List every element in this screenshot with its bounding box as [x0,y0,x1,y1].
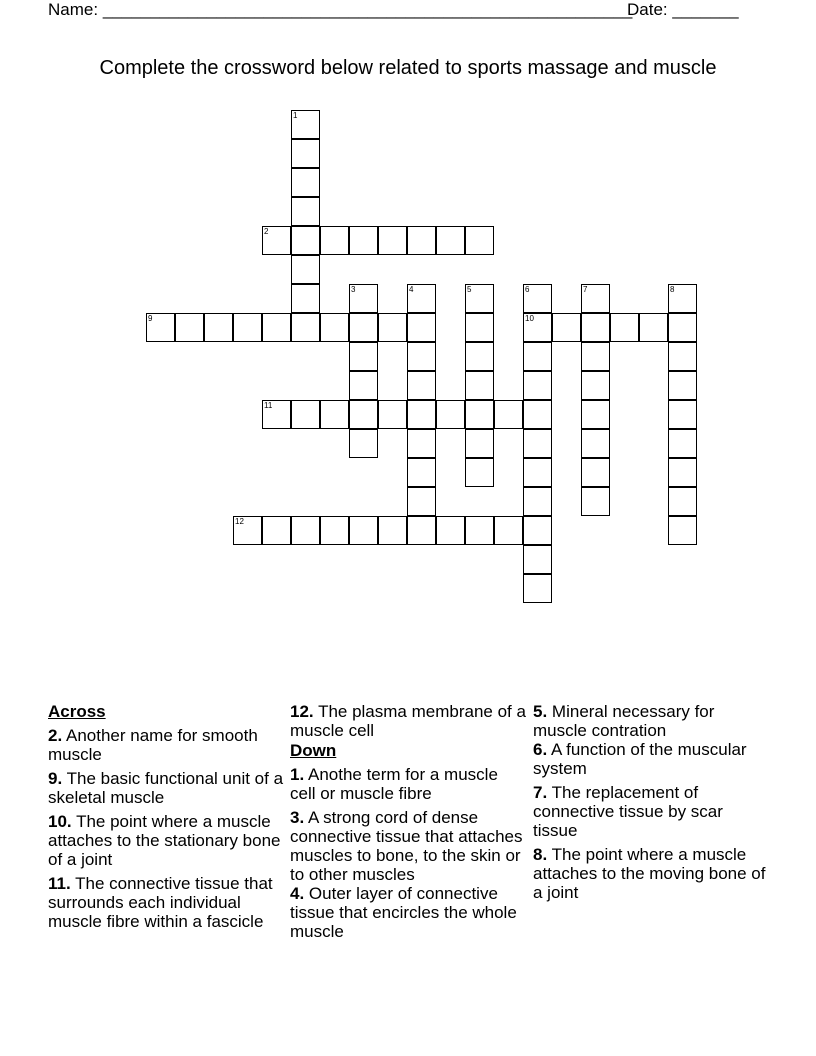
crossword-cell[interactable] [581,458,610,487]
clue-across-12 [290,702,528,740]
clue-text: A strong cord of dense connective tissue that attaches muscles to bone, to the skin or to other muscles [290,808,523,884]
down-heading: Down [290,741,337,760]
clue-number-label: 3 [351,285,356,294]
crossword-cell[interactable] [146,313,175,342]
crossword-cell[interactable] [291,168,320,197]
crossword-cell[interactable] [407,400,436,429]
crossword-cell[interactable] [320,516,349,545]
clue-text: The plasma membrane of a muscle cell [290,702,526,740]
crossword-cell[interactable] [233,516,262,545]
crossword-cell[interactable] [291,400,320,429]
crossword-cell[interactable] [349,400,378,429]
clue-number: 10. [48,812,72,831]
crossword-cell[interactable] [291,139,320,168]
crossword-cell[interactable] [668,284,697,313]
clue-number: 2. [48,726,63,745]
crossword-cell[interactable] [349,342,378,371]
crossword-cell[interactable] [291,313,320,342]
crossword-cell[interactable] [581,429,610,458]
clue-text: The replacement of connective tissue by scar tissue [533,783,723,840]
crossword-cell[interactable] [523,284,552,313]
clue-across-11 [48,874,284,931]
crossword-cell[interactable] [523,429,552,458]
crossword-cell[interactable] [465,429,494,458]
crossword-cell[interactable] [291,516,320,545]
crossword-cell[interactable] [668,458,697,487]
crossword-cell[interactable] [291,226,320,255]
crossword-cell[interactable] [465,371,494,400]
clue-across-2 [48,726,284,764]
clue-number: 3. [290,808,305,827]
crossword-cell[interactable] [523,342,552,371]
clue-text: Outer layer of connective tissue that encircles the whole muscle [290,884,517,941]
clue-number: 11. [48,874,71,893]
crossword-cell[interactable] [581,487,610,516]
clue-down-1 [290,765,528,803]
crossword-cell[interactable] [436,226,465,255]
clue-number: 6. [533,740,548,759]
crossword-cell[interactable] [639,313,668,342]
crossword-cell[interactable] [668,429,697,458]
crossword-cell[interactable] [581,313,610,342]
clue-number-label: 9 [148,314,153,323]
clue-number-label: 4 [409,285,414,294]
clue-column-3 [533,702,769,907]
crossword-cell[interactable] [523,545,552,574]
clue-text: Another name for smooth muscle [48,726,258,764]
clue-number-label: 6 [525,285,530,294]
clue-text: The point where a muscle attaches to the moving bone of a joint [533,845,766,902]
crossword-cell[interactable] [668,313,697,342]
crossword-cell[interactable] [494,400,523,429]
crossword-cell[interactable] [581,371,610,400]
crossword-cell[interactable] [378,226,407,255]
crossword-cell[interactable] [436,400,465,429]
crossword-cell[interactable] [349,516,378,545]
clue-down-6 [533,740,769,778]
crossword-cell[interactable] [320,400,349,429]
crossword-cell[interactable] [465,400,494,429]
crossword-cell[interactable] [581,284,610,313]
crossword-cell[interactable] [465,342,494,371]
crossword-cell[interactable] [581,342,610,371]
crossword-cell[interactable] [349,371,378,400]
crossword-cell[interactable] [523,516,552,545]
clue-text: Anothe term for a muscle cell or muscle fibre [290,765,498,803]
crossword-cell[interactable] [523,487,552,516]
clue-number: 8. [533,845,548,864]
crossword-cell[interactable] [523,458,552,487]
clue-number-label: 1 [293,111,298,120]
crossword-cell[interactable] [407,313,436,342]
clue-number: 5. [533,702,548,721]
date-label: Date: [627,0,668,19]
clue-down-8 [533,845,769,902]
clue-across-9 [48,769,284,807]
clue-number: 9. [48,769,63,788]
crossword-cell[interactable] [523,400,552,429]
crossword-cell[interactable] [610,313,639,342]
crossword-cell[interactable] [378,313,407,342]
crossword-cell[interactable] [204,313,233,342]
crossword-cell[interactable] [291,284,320,313]
crossword-cell[interactable] [523,371,552,400]
crossword-cell[interactable] [262,516,291,545]
crossword-cell[interactable] [175,313,204,342]
clue-number-label: 2 [264,227,269,236]
crossword-cell[interactable] [407,371,436,400]
crossword-cell[interactable] [465,516,494,545]
date-line: _______ [672,0,739,19]
clue-number-label: 5 [467,285,472,294]
crossword-cell[interactable] [465,313,494,342]
crossword-cell[interactable] [494,516,523,545]
crossword-cell[interactable] [349,429,378,458]
crossword-cell[interactable] [436,516,465,545]
crossword-cell[interactable] [465,458,494,487]
crossword-cell[interactable] [407,516,436,545]
name-line: ________________________________________________________ [102,0,633,19]
clue-number-label: 8 [670,285,675,294]
crossword-cell[interactable] [407,487,436,516]
clue-list [48,702,768,1002]
crossword-cell[interactable] [668,516,697,545]
crossword-cell[interactable] [349,313,378,342]
crossword-cell[interactable] [523,574,552,603]
clue-text: The connective tissue that surrounds each individual muscle fibre within a fascicle [48,874,273,931]
crossword-cell[interactable] [668,371,697,400]
crossword-cell[interactable] [262,313,291,342]
clue-text: A function of the muscular system [533,740,747,778]
clue-down-3 [290,808,528,884]
clue-number-label: 10 [525,314,534,323]
crossword-cell[interactable] [407,429,436,458]
clue-text: The point where a muscle attaches to the stationary bone of a joint [48,812,281,869]
crossword-cell[interactable] [668,487,697,516]
clue-number-label: 7 [583,285,588,294]
clue-number: 12. [290,702,314,721]
crossword-cell[interactable] [262,400,291,429]
crossword-cell[interactable] [262,226,291,255]
crossword-cell[interactable] [378,400,407,429]
clue-down-7 [533,783,769,840]
crossword-cell[interactable] [465,226,494,255]
crossword-cell[interactable] [552,313,581,342]
crossword-cell[interactable] [320,226,349,255]
clue-number: 1. [290,765,305,784]
crossword-cell[interactable] [407,284,436,313]
crossword-cell[interactable] [407,226,436,255]
crossword-cell[interactable] [378,516,407,545]
crossword-cell[interactable] [668,400,697,429]
crossword-cell[interactable] [291,197,320,226]
crossword-cell[interactable] [668,342,697,371]
clue-number-label: 11 [264,401,273,410]
crossword-cell[interactable] [407,458,436,487]
crossword-cell[interactable] [349,284,378,313]
clue-text: Mineral necessary for muscle contration [533,702,715,740]
crossword-cell[interactable] [291,255,320,284]
crossword-cell[interactable] [523,313,552,342]
clue-text: The basic functional unit of a skeletal muscle [48,769,284,807]
clue-across-10 [48,812,284,869]
crossword-cell[interactable] [407,342,436,371]
crossword-cell[interactable] [320,313,349,342]
crossword-cell[interactable] [465,284,494,313]
crossword-cell[interactable] [581,400,610,429]
crossword-cell[interactable] [349,226,378,255]
clue-number: 7. [533,783,548,802]
name-label: Name: [48,0,99,19]
across-heading: Across [48,702,106,721]
clue-number-label: 12 [235,517,244,526]
crossword-cell[interactable] [233,313,262,342]
clue-number: 4. [290,884,305,903]
clue-column-1 [48,702,284,936]
page-title: Complete the crossword below related to sports massage and muscle [99,57,717,79]
clue-down-5 [533,702,769,740]
clue-column-2 [290,702,528,946]
clue-down-4 [290,884,528,941]
crossword-cell[interactable] [291,110,320,139]
